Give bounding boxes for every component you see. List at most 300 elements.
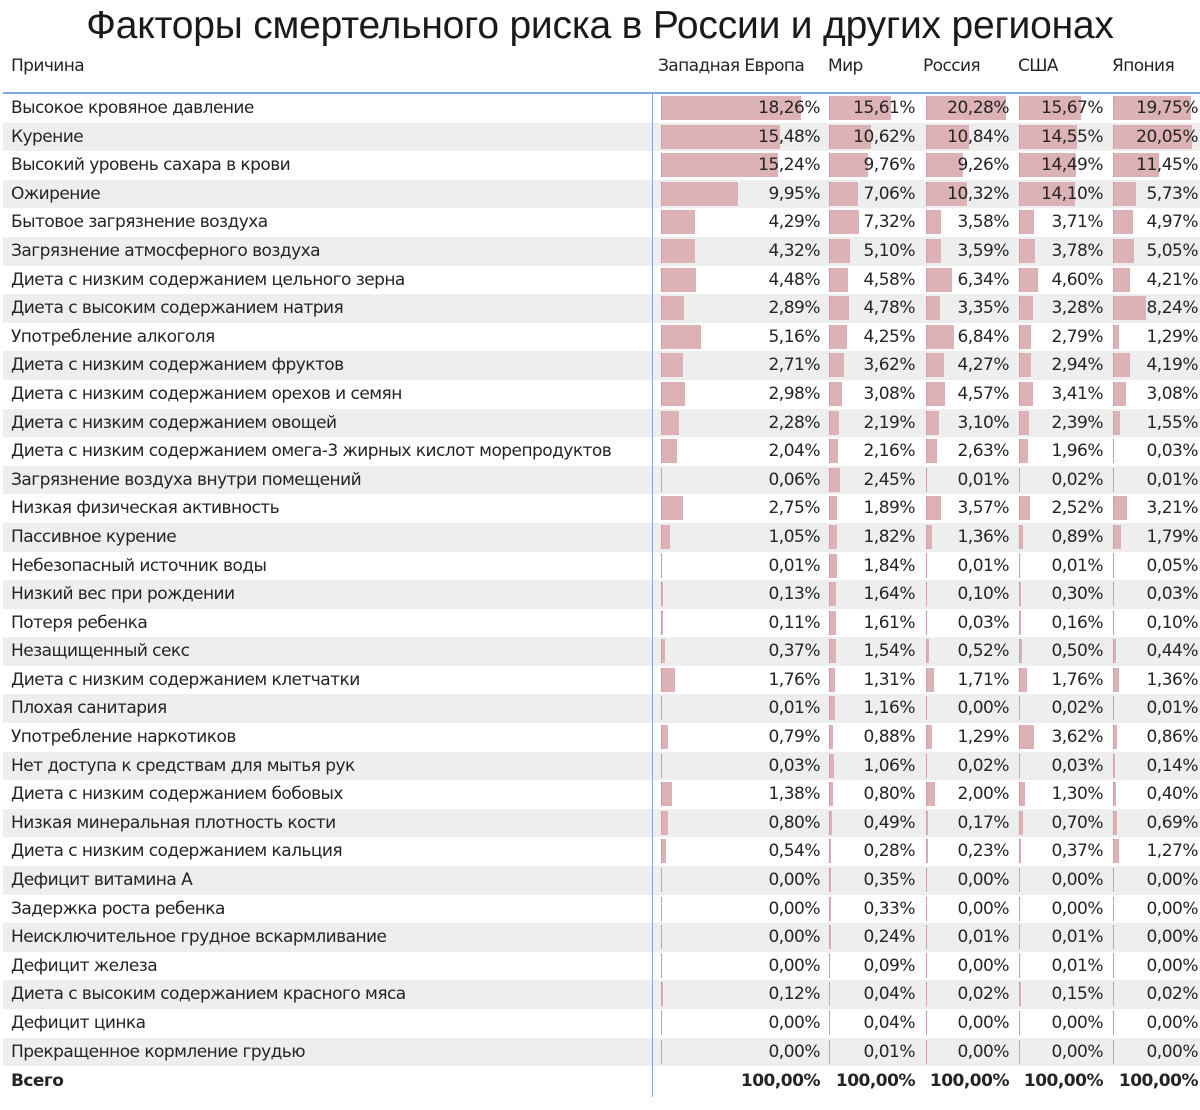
value-cell-usa — [1019, 94, 1103, 123]
percent-value: 3,78% — [1051, 240, 1103, 261]
data-bar — [829, 725, 833, 749]
data-bar — [829, 925, 831, 949]
value-cell-russia — [926, 294, 1009, 323]
total-value: 100,00% — [835, 1071, 915, 1092]
value-cell-world — [829, 895, 915, 924]
percent-value: 1,16% — [863, 698, 915, 719]
value-cell-usa — [1019, 980, 1103, 1009]
data-bar — [829, 382, 842, 406]
value-cell-world — [829, 294, 915, 323]
percent-value: 2,75% — [768, 498, 820, 519]
data-bar — [661, 554, 662, 578]
percent-value: 0,01% — [1051, 927, 1103, 948]
value-cell-world — [829, 609, 915, 638]
data-bar — [829, 525, 837, 549]
percent-value: 0,49% — [863, 812, 915, 833]
table-row[interactable] — [3, 151, 1200, 180]
value-cell-russia — [926, 351, 1009, 380]
data-bar — [1113, 268, 1130, 292]
data-bar — [926, 210, 941, 234]
data-bar — [1019, 725, 1034, 749]
data-bar — [661, 868, 662, 892]
percent-value: 0,10% — [1146, 612, 1198, 633]
data-bar — [829, 239, 850, 263]
cause-label: Дефицит железа — [11, 955, 158, 976]
percent-value: 0,16% — [1051, 612, 1103, 633]
cause-label: Низкая минеральная плотность кости — [11, 812, 336, 833]
column-header-world[interactable]: Мир — [828, 56, 863, 76]
percent-value: 1,61% — [863, 612, 915, 633]
value-cell-russia — [926, 952, 1009, 981]
table-row[interactable] — [3, 1038, 1200, 1067]
data-bar — [1019, 382, 1033, 406]
percent-value: 10,84% — [947, 126, 1009, 147]
data-bar — [661, 668, 675, 692]
table-row[interactable] — [3, 351, 1200, 380]
percent-value: 2,45% — [863, 469, 915, 490]
percent-value: 0,11% — [768, 612, 820, 633]
value-cell-western-europe — [661, 180, 820, 209]
value-cell-russia — [926, 323, 1009, 352]
value-cell-russia — [926, 752, 1009, 781]
percent-value: 0,14% — [1146, 755, 1198, 776]
value-cell-western-europe — [661, 895, 820, 924]
data-bar — [1019, 754, 1020, 778]
data-bar — [1019, 982, 1021, 1006]
percent-value: 0,33% — [863, 898, 915, 919]
percent-value: 0,03% — [957, 612, 1009, 633]
percent-value: 0,35% — [863, 870, 915, 891]
data-bar — [1113, 239, 1134, 263]
data-bar — [1113, 1040, 1114, 1064]
data-bar — [926, 582, 927, 606]
data-bar — [926, 411, 939, 435]
value-cell-russia — [926, 1038, 1009, 1067]
value-cell-western-europe — [661, 266, 820, 295]
percent-value: 10,32% — [947, 183, 1009, 204]
percent-value: 1,38% — [768, 784, 820, 805]
cause-label: Плохая санитария — [11, 698, 167, 719]
value-cell-japan — [1113, 294, 1198, 323]
data-bar — [1113, 639, 1116, 663]
table-row[interactable] — [3, 208, 1200, 237]
total-value: 100,00% — [740, 1071, 820, 1092]
percent-value: 1,36% — [957, 526, 1009, 547]
data-bar — [661, 468, 662, 492]
value-cell-japan — [1113, 351, 1198, 380]
column-header-usa[interactable]: США — [1018, 56, 1058, 76]
value-cell-western-europe — [661, 666, 820, 695]
value-cell-western-europe — [661, 752, 820, 781]
value-cell-usa — [1019, 266, 1103, 295]
data-bar — [829, 268, 848, 292]
data-bar — [829, 639, 836, 663]
data-bar — [1019, 468, 1020, 492]
percent-value: 0,01% — [1051, 555, 1103, 576]
percent-value: 20,05% — [1136, 126, 1198, 147]
value-cell-japan — [1113, 409, 1198, 438]
value-cell-japan — [1113, 637, 1198, 666]
data-bar — [829, 353, 844, 377]
percent-value: 0,02% — [1051, 469, 1103, 490]
value-cell-western-europe — [661, 552, 820, 581]
data-bar — [1113, 696, 1114, 720]
percent-value: 0,54% — [768, 841, 820, 862]
data-bar — [1113, 897, 1114, 921]
data-bar — [661, 725, 668, 749]
percent-value: 0,00% — [1146, 870, 1198, 891]
value-cell-russia — [926, 409, 1009, 438]
data-bar — [661, 1011, 662, 1035]
value-cell-western-europe — [661, 694, 820, 723]
table-row[interactable] — [3, 837, 1200, 866]
table-row[interactable] — [3, 752, 1200, 781]
percent-value: 0,00% — [1146, 898, 1198, 919]
value-cell-japan — [1113, 723, 1198, 752]
percent-value: 5,10% — [863, 240, 915, 261]
total-cell-japan — [1113, 1066, 1198, 1096]
value-cell-japan — [1113, 1009, 1198, 1038]
percent-value: 1,29% — [1146, 326, 1198, 347]
table-row[interactable] — [3, 609, 1200, 638]
value-cell-world — [829, 266, 915, 295]
table-row[interactable] — [3, 437, 1200, 466]
table-row[interactable] — [3, 466, 1200, 495]
value-cell-usa — [1019, 809, 1103, 838]
data-bar — [661, 353, 683, 377]
value-cell-japan — [1113, 237, 1198, 266]
value-cell-japan — [1113, 923, 1198, 952]
data-bar — [1113, 668, 1119, 692]
table-row[interactable] — [3, 494, 1200, 523]
data-bar — [926, 296, 940, 320]
data-bar — [661, 210, 695, 234]
column-header-russia[interactable]: Россия — [923, 56, 981, 76]
value-cell-japan — [1113, 780, 1198, 809]
value-cell-world — [829, 123, 915, 152]
value-cell-world — [829, 323, 915, 352]
value-cell-russia — [926, 580, 1009, 609]
cause-label: Загрязнение атмосферного воздуха — [11, 240, 320, 261]
cause-label: Курение — [11, 126, 84, 147]
percent-value: 0,80% — [863, 784, 915, 805]
value-cell-japan — [1113, 837, 1198, 866]
data-bar — [661, 268, 696, 292]
cause-label: Диета с низким содержанием орехов и семян — [11, 383, 402, 404]
value-cell-japan — [1113, 1038, 1198, 1067]
value-cell-usa — [1019, 1009, 1103, 1038]
data-bar — [1019, 411, 1029, 435]
data-bar — [829, 296, 849, 320]
table-row[interactable] — [3, 580, 1200, 609]
value-cell-western-europe — [661, 494, 820, 523]
table-row[interactable] — [3, 294, 1200, 323]
value-cell-world — [829, 237, 915, 266]
percent-value: 0,00% — [957, 1013, 1009, 1033]
value-cell-western-europe — [661, 208, 820, 237]
value-cell-world — [829, 208, 915, 237]
percent-value: 0,00% — [1051, 1013, 1103, 1033]
value-cell-world — [829, 1009, 915, 1038]
total-label: Всего — [11, 1071, 64, 1092]
value-cell-usa — [1019, 123, 1103, 152]
cause-label: Диета с низким содержанием цельного зерна — [11, 269, 405, 290]
percent-value: 3,59% — [957, 240, 1009, 261]
data-bar — [1113, 725, 1117, 749]
value-cell-russia — [926, 94, 1009, 123]
data-bar — [1113, 868, 1114, 892]
cause-label: Прекращенное кормление грудью — [11, 1041, 306, 1062]
data-bar — [829, 582, 836, 606]
percent-value: 0,00% — [768, 1041, 820, 1062]
table-row[interactable] — [3, 552, 1200, 581]
data-bar — [661, 811, 668, 835]
table-row[interactable] — [3, 895, 1200, 924]
data-bar — [661, 411, 679, 435]
percent-value: 0,01% — [1146, 698, 1198, 719]
value-cell-usa — [1019, 1038, 1103, 1067]
percent-value: 0,00% — [957, 1041, 1009, 1062]
table-row[interactable] — [3, 780, 1200, 809]
percent-value: 0,86% — [1146, 727, 1198, 748]
value-cell-russia — [926, 380, 1009, 409]
column-header-japan[interactable]: Япония — [1112, 56, 1175, 76]
percent-value: 0,00% — [957, 898, 1009, 919]
value-cell-usa — [1019, 723, 1103, 752]
data-bar — [1113, 954, 1114, 978]
data-bar — [926, 325, 954, 349]
page-title: Факторы смертельного риска в России и других регионах — [86, 4, 1114, 47]
total-row — [3, 1066, 1200, 1096]
data-bar — [1019, 554, 1020, 578]
table-row[interactable] — [3, 694, 1200, 723]
value-cell-western-europe — [661, 94, 820, 123]
percent-value: 1,05% — [768, 526, 820, 547]
table-row[interactable] — [3, 409, 1200, 438]
data-bar — [1113, 611, 1114, 635]
table-row[interactable] — [3, 923, 1200, 952]
percent-value: 0,12% — [768, 984, 820, 1005]
percent-value: 0,37% — [1051, 841, 1103, 862]
data-bar — [1019, 925, 1020, 949]
percent-value: 0,01% — [957, 469, 1009, 490]
value-cell-russia — [926, 694, 1009, 723]
data-bar — [661, 239, 695, 263]
value-cell-japan — [1113, 609, 1198, 638]
cause-label: Бытовое загрязнение воздуха — [11, 212, 268, 233]
table-row[interactable] — [3, 123, 1200, 152]
value-cell-japan — [1113, 466, 1198, 495]
percent-value: 0,09% — [863, 955, 915, 976]
table-row[interactable] — [3, 323, 1200, 352]
data-bar — [926, 982, 927, 1006]
data-bar — [1113, 525, 1121, 549]
value-cell-russia — [926, 466, 1009, 495]
percent-value: 1,76% — [1051, 669, 1103, 690]
table-row[interactable] — [3, 866, 1200, 895]
value-cell-japan — [1113, 380, 1198, 409]
percent-value: 0,02% — [1146, 984, 1198, 1005]
value-cell-world — [829, 694, 915, 723]
data-bar — [1019, 811, 1023, 835]
cause-label: Диета с низким содержанием омега-3 жирных кислот морепродуктов — [11, 441, 612, 462]
value-cell-usa — [1019, 609, 1103, 638]
value-cell-russia — [926, 266, 1009, 295]
data-bar — [829, 897, 831, 921]
value-cell-western-europe — [661, 580, 820, 609]
data-bar — [1113, 839, 1119, 863]
percent-value: 0,80% — [768, 812, 820, 833]
data-bar — [1113, 296, 1146, 320]
table-row[interactable] — [3, 666, 1200, 695]
table-row[interactable] — [3, 380, 1200, 409]
table-row[interactable] — [3, 980, 1200, 1009]
cause-label: Низкий вес при рождении — [11, 584, 235, 605]
percent-value: 0,24% — [863, 927, 915, 948]
data-bar — [829, 182, 858, 206]
table-row[interactable] — [3, 523, 1200, 552]
value-cell-western-europe — [661, 351, 820, 380]
percent-value: 0,44% — [1146, 641, 1198, 662]
table-row[interactable] — [3, 952, 1200, 981]
value-cell-russia — [926, 923, 1009, 952]
data-bar — [661, 839, 666, 863]
percent-value: 2,00% — [957, 784, 1009, 805]
percent-value: 7,06% — [863, 183, 915, 204]
value-cell-world — [829, 151, 915, 180]
value-cell-western-europe — [661, 323, 820, 352]
data-bar — [661, 525, 670, 549]
column-header-cause[interactable]: Причина — [11, 56, 85, 76]
value-cell-russia — [926, 1009, 1009, 1038]
column-header-western-europe[interactable]: Западная Европа — [658, 56, 805, 76]
table-row[interactable] — [3, 809, 1200, 838]
percent-value: 1,84% — [863, 555, 915, 576]
value-cell-usa — [1019, 294, 1103, 323]
value-cell-world — [829, 866, 915, 895]
total-value: 100,00% — [1023, 1071, 1103, 1092]
data-bar — [661, 982, 663, 1006]
value-cell-western-europe — [661, 952, 820, 981]
percent-value: 0,50% — [1051, 641, 1103, 662]
data-bar — [1113, 353, 1130, 377]
data-bar — [829, 210, 859, 234]
percent-value: 2,89% — [768, 298, 820, 319]
data-bar — [1113, 468, 1114, 492]
cause-label: Диета с низким содержанием бобовых — [11, 784, 343, 805]
value-cell-world — [829, 494, 915, 523]
table-row[interactable] — [3, 723, 1200, 752]
value-cell-usa — [1019, 409, 1103, 438]
percent-value: 4,78% — [863, 298, 915, 319]
value-cell-russia — [926, 723, 1009, 752]
data-bar — [661, 439, 677, 463]
percent-value: 0,03% — [1146, 584, 1198, 605]
percent-value: 1,27% — [1146, 841, 1198, 862]
percent-value: 4,57% — [957, 383, 1009, 404]
value-cell-world — [829, 466, 915, 495]
percent-value: 6,84% — [957, 326, 1009, 347]
percent-value: 1,06% — [863, 755, 915, 776]
percent-value: 0,00% — [957, 955, 1009, 976]
cause-label: Диета с высоким содержанием красного мяса — [11, 984, 406, 1005]
percent-value: 15,24% — [758, 155, 820, 176]
value-cell-usa — [1019, 694, 1103, 723]
value-cell-russia — [926, 980, 1009, 1009]
value-cell-western-europe — [661, 237, 820, 266]
value-cell-world — [829, 580, 915, 609]
value-cell-western-europe — [661, 866, 820, 895]
percent-value: 0,00% — [768, 898, 820, 919]
cause-label: Диета с низким содержанием клетчатки — [11, 669, 360, 690]
total-cell-usa — [1019, 1066, 1103, 1096]
value-cell-world — [829, 351, 915, 380]
data-bar — [1113, 754, 1115, 778]
percent-value: 0,00% — [1051, 870, 1103, 891]
percent-value: 10,62% — [853, 126, 915, 147]
table-row[interactable] — [3, 180, 1200, 209]
data-bar — [661, 639, 665, 663]
value-cell-japan — [1113, 151, 1198, 180]
percent-value: 3,08% — [1146, 383, 1198, 404]
percent-value: 3,71% — [1051, 212, 1103, 233]
cause-label: Задержка роста ребенка — [11, 898, 225, 919]
percent-value: 0,04% — [863, 1013, 915, 1033]
cause-label: Небезопасный источник воды — [11, 555, 267, 576]
value-cell-world — [829, 780, 915, 809]
percent-value: 0,37% — [768, 641, 820, 662]
value-cell-usa — [1019, 351, 1103, 380]
value-cell-japan — [1113, 437, 1198, 466]
value-cell-japan — [1113, 94, 1198, 123]
data-bar — [829, 611, 836, 635]
percent-value: 0,23% — [957, 841, 1009, 862]
data-bar — [1019, 496, 1030, 520]
data-bar — [1019, 839, 1021, 863]
percent-value: 2,19% — [863, 412, 915, 433]
data-bar — [661, 296, 684, 320]
data-bar — [926, 239, 941, 263]
data-bar — [1113, 582, 1114, 606]
data-bar — [1019, 897, 1020, 921]
table-row[interactable] — [3, 94, 1200, 123]
data-bar — [661, 325, 701, 349]
percent-value: 1,79% — [1146, 526, 1198, 547]
cause-label: Диета с высоким содержанием натрия — [11, 298, 344, 319]
table-row[interactable] — [3, 237, 1200, 266]
value-cell-usa — [1019, 923, 1103, 952]
percent-value: 0,01% — [863, 1041, 915, 1062]
table-row[interactable] — [3, 1009, 1200, 1038]
data-bar — [661, 782, 672, 806]
data-bar — [926, 525, 932, 549]
cause-label: Незащищенный секс — [11, 641, 190, 662]
data-bar — [1113, 210, 1133, 234]
table-row[interactable] — [3, 266, 1200, 295]
data-bar — [926, 611, 927, 635]
data-bar — [1019, 353, 1031, 377]
data-bar — [661, 611, 663, 635]
percent-value: 0,00% — [768, 870, 820, 891]
percent-value: 4,48% — [768, 269, 820, 290]
data-bar — [926, 268, 952, 292]
percent-value: 4,29% — [768, 212, 820, 233]
table-row[interactable] — [3, 637, 1200, 666]
percent-value: 0,00% — [1051, 1041, 1103, 1062]
percent-value: 1,76% — [768, 669, 820, 690]
value-cell-usa — [1019, 466, 1103, 495]
value-cell-usa — [1019, 752, 1103, 781]
